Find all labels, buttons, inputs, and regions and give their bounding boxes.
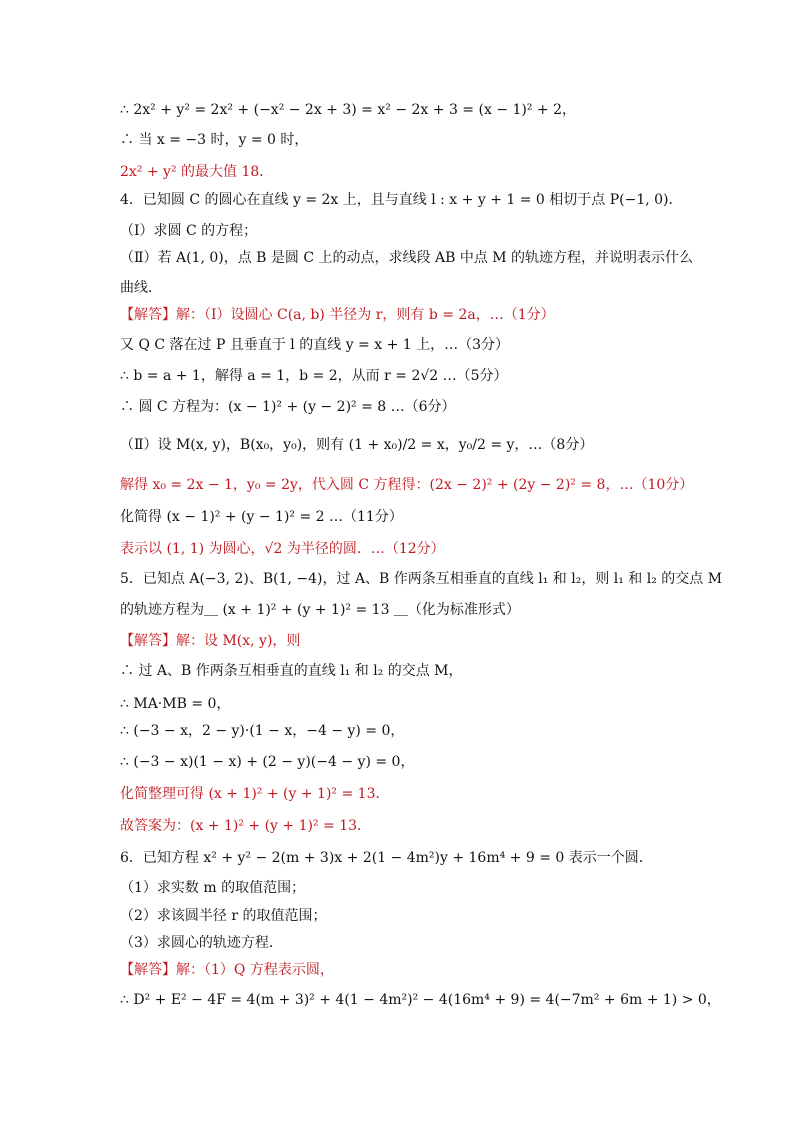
text-line-2: ∴ 当 x = −3 时，y = 0 时，	[120, 132, 309, 148]
text-line-16: 5．已知点 A(−3, 2)、B(1, −4)，过 A、B 作两条互相垂直的直线 l₁ 和 l₂，则 l₁ 和 l₂ 的交点 M	[120, 571, 723, 587]
text-line-27: （2）求该圆半径 r 的取值范围；	[120, 908, 327, 924]
text-line-21: ∴ (−3 − x，2 − y)·(1 − x，−4 − y) = 0，	[120, 723, 405, 739]
text-line-9: 又 Q C 落在过 P 且垂直于 l 的直线 y = x + 1 上，…（3分）	[120, 337, 510, 353]
text-line-3: 2x² + y² 的最大值 18．	[120, 164, 274, 180]
text-line-18: 【解答】解：设 M(x, y)，则	[120, 633, 301, 649]
text-line-8: 【解答】解：（Ⅰ）设圆心 C(a, b) 半径为 r，则有 b = 2a，…（1分）	[120, 307, 555, 323]
text-line-4: 4．已知圆 C 的圆心在直线 y = 2x 上，且与直线 l : x + y + 1 = 0 相切于点 P(−1, 0)．	[120, 192, 683, 208]
text-line-25: 6．已知方程 x² + y² − 2(m + 3)x + 2(1 − 4m²)y + 16m⁴ + 9 = 0 表示一个圆．	[120, 850, 653, 866]
text-line-6: （Ⅱ）若 A(1, 0)，点 B 是圆 C 上的动点，求线段 AB 中点 M 的轨迹方程，并说明表示什么	[120, 250, 694, 266]
text-line-14: 化简得 (x − 1)² + (y − 1)² = 2 …（11分）	[120, 509, 403, 525]
text-line-30: ∴ D² + E² − 4F = 4(m + 3)² + 4(1 − 4m²)² − 4(16m⁴ + 9) = 4(−7m² + 6m + 1) > 0，	[120, 992, 721, 1008]
text-line-10: ∴ b = a + 1，解得 a = 1，b = 2，从而 r = 2√2 …（5分）	[120, 368, 508, 384]
text-line-19: ∴ 过 A、B 作两条互相垂直的直线 l₁ 和 l₂ 的交点 M，	[120, 663, 463, 679]
text-line-1: ∴ 2x² + y² = 2x² + (−x² − 2x + 3) = x² − 2x + 3 = (x − 1)² + 2，	[120, 102, 576, 118]
text-line-5: （Ⅰ）求圆 C 的方程；	[120, 223, 258, 239]
text-line-22: ∴ (−3 − x)(1 − x) + (2 − y)(−4 − y) = 0，	[120, 754, 415, 770]
text-line-7: 曲线．	[120, 280, 162, 296]
text-line-20: ∴ MA·MB = 0，	[120, 696, 231, 712]
text-line-15: 表示以 (1, 1) 为圆心，√2 为半径的圆．…（12分）	[120, 541, 445, 557]
text-line-11: ∴ 圆 C 方程为：(x − 1)² + (y − 2)² = 8 …（6分）	[120, 399, 456, 415]
text-line-23: 化简整理可得 (x + 1)² + (y + 1)² = 13．	[120, 786, 390, 802]
text-line-13: 解得 x₀ = 2x − 1，y₀ = 2y，代入圆 C 方程得：(2x − 2)² + (2y − 2)² = 8，…（10分）	[120, 477, 694, 493]
text-line-24: 故答案为：(x + 1)² + (y + 1)² = 13．	[120, 818, 372, 834]
text-line-26: （1）求实数 m 的取值范围；	[120, 880, 306, 896]
text-line-17: 的轨迹方程为＿ (x + 1)² + (y + 1)² = 13 ＿（化为标准形式）	[120, 602, 520, 618]
text-line-29: 【解答】解：（1）Q 方程表示圆，	[120, 962, 334, 978]
text-line-28: （3）求圆心的轨迹方程．	[120, 935, 283, 951]
text-line-12: （Ⅱ）设 M(x, y)，B(x₀，y₀)，则有 (1 + x₀)/2 = x，y₀/2 = y，…（8分）	[120, 437, 594, 453]
